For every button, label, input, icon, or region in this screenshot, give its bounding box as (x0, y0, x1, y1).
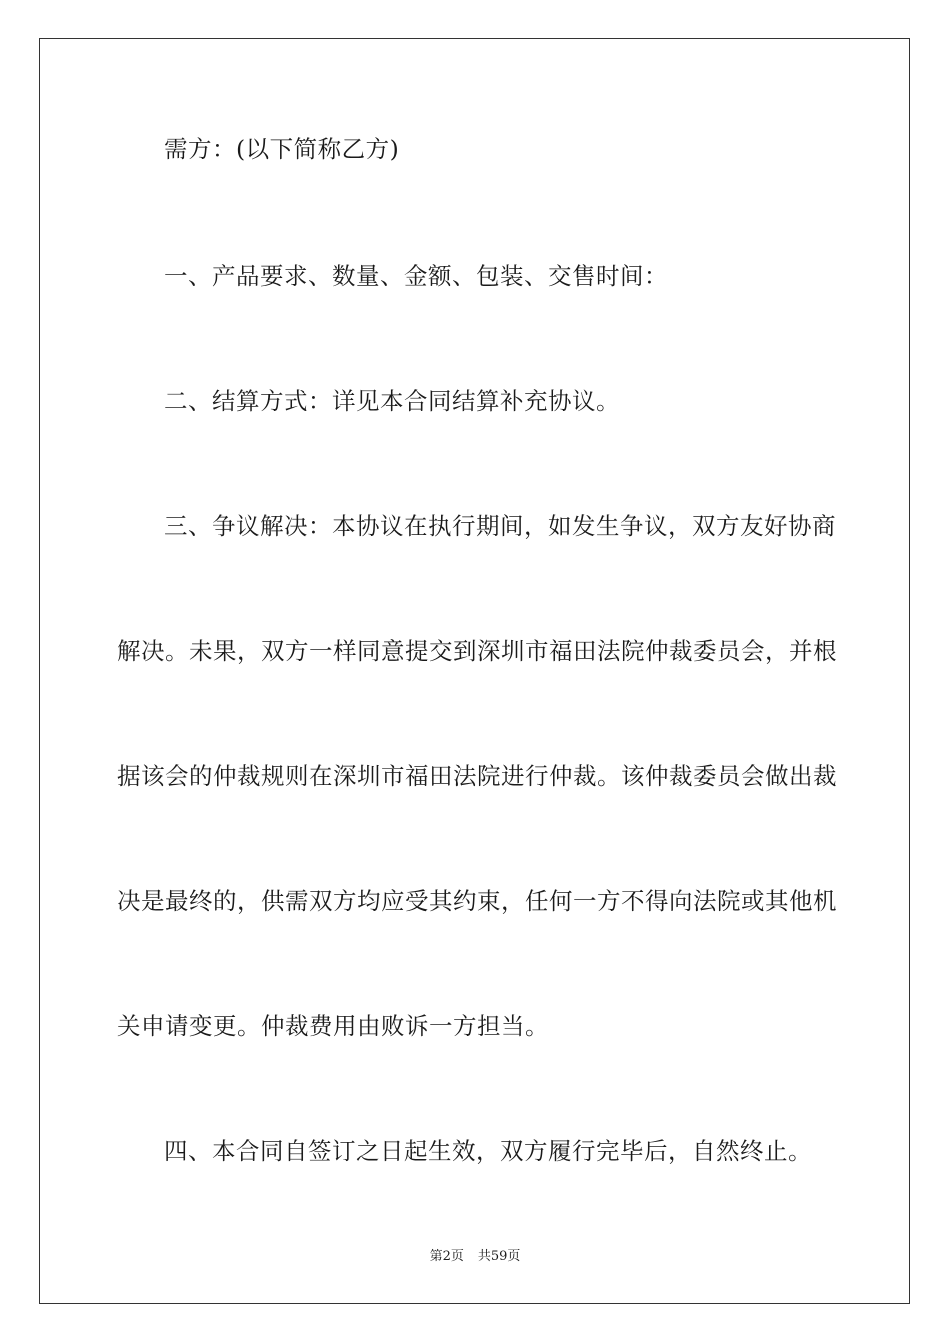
demand-party-line: 需方：(以下简称乙方) (164, 135, 400, 163)
clause-3-line-5: 关申请变更。仲裁费用由败诉一方担当。 (117, 1012, 549, 1040)
clause-3-line-3: 据该会的仲裁规则在深圳市福田法院进行仲裁。该仲裁委员会做出裁 (117, 762, 837, 790)
page-footer (0, 1248, 950, 1266)
page-number-total: 共59页 (477, 1249, 521, 1264)
clause-1-heading: 一、产品要求、数量、金额、包装、交售时间： (164, 262, 668, 290)
clause-3-line-2: 解决。未果，双方一样同意提交到深圳市福田法院仲裁委员会，并根 (117, 637, 837, 665)
page-border (39, 38, 910, 1304)
clause-2-settlement: 二、结算方式：详见本合同结算补充协议。 (164, 387, 620, 415)
clause-3-line-4: 决是最终的，供需双方均应受其约束，任何一方不得向法院或其他机 (117, 887, 837, 915)
page-number-current: 第2页 (429, 1249, 464, 1264)
clause-3-line-1: 三、争议解决：本协议在执行期间，如发生争议，双方友好协商 (164, 512, 836, 540)
clause-4-effective: 四、本合同自签订之日起生效，双方履行完毕后，自然终止。 (164, 1137, 812, 1165)
